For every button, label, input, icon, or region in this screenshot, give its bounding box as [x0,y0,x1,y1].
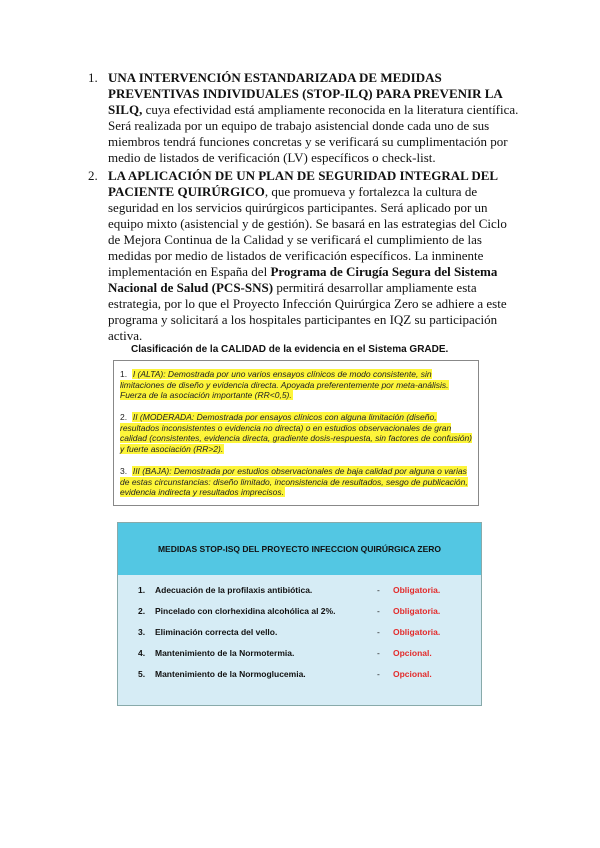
table-row [118,606,481,626]
row-status: Obligatoria. [393,627,441,637]
row-label: Eliminación correcta del vello. [155,627,278,637]
grade-text: II (MODERADA: Demostrada por ensayos clínicos con alguna limitación (diseño, resultados inconsistentes o evidencia no directa) o en estudios observacionales de gran calidad (consistentes, evidencia directa, gradiente dosis-respuesta, sin factores de confusión) y fuerte asociación (RR>2). [120,412,472,454]
row-status: Obligatoria. [393,606,441,616]
row-label: Mantenimiento de la Normoglucemia. [155,669,306,679]
grade-item-1 [120,369,472,401]
list-item-text: , que promueva y fortalezca la cultura de seguridad en los servicios quirúrgicos participantes. Será aplicado por un equipo mixto (asistencial y de gestión). Se basará en las estrategias del Ciclo de Mejora Continua de la Calidad y se verificará el cumplimiento de las medidas por medio de listados de verificación específicos. La inminente implementación en España del [108,184,507,279]
row-dash: - [377,627,380,637]
row-number: 3. [138,627,146,637]
row-status: Obligatoria. [393,585,441,595]
list-item-text: cuya efectividad está ampliamente reconocida en la literatura científica. Será realizada por un equipo de trabajo asistencial donde cada uno de sus miembros tendrá funciones concretas y se verificará su cumplimentación por medio de listados de verificación (LV) específicos o check-list. [108,102,519,165]
row-dash: - [377,585,380,595]
list-item-heading: UNA INTERVENCIÓN ESTANDARIZADA DE MEDIDAS PREVENTIVAS INDIVIDUALES (STOP-ILQ) PARA PREVENIR LA SILQ, [108,70,503,117]
list-item-text: permitirá desarrollar ampliamente esta estrategia, por lo que el Proyecto Infección Quirúrgica Zero se adhiere a este programa y solicitará a los hospitales participantes en IQZ su participación activa. [108,280,507,343]
stop-isq-table [117,522,482,706]
grade-text: III (BAJA): Demostrada por estudios observacionales de baja calidad por alguna o varias de estas circunstancias: diseño limitado, inconsistencia de resultados, sesgo de publicación, evidencia indirecta y resultados imprecisos. [120,466,468,497]
table-row [118,627,481,647]
row-number: 5. [138,669,146,679]
row-dash: - [377,648,380,658]
grade-item-2 [120,412,472,454]
row-dash: - [377,669,380,679]
row-number: 4. [138,648,146,658]
row-number: 1. [138,585,146,595]
list-item-2 [88,168,520,344]
table-row [118,648,481,668]
numbered-list [88,70,520,344]
row-dash: - [377,606,380,616]
list-number: 1. [88,70,98,85]
grade-figure-title: Clasificación de la CALIDAD de la evidencia en el Sistema GRADE. [131,344,449,355]
table-row [118,669,481,689]
row-label: Adecuación de la profilaxis antibiótica. [155,585,313,595]
grade-number: 3. [120,466,128,476]
grade-item-3 [120,466,472,498]
row-label: Mantenimiento de la Normotermia. [155,648,295,658]
row-status: Opcional. [393,669,432,679]
grade-evidence-box [113,360,479,506]
program-name: Programa de Cirugía Segura del Sistema Nacional de Salud (PCS-SNS) [108,264,498,295]
grade-number: 2. [120,412,128,422]
stop-isq-header: MEDIDAS STOP-ISQ DEL PROYECTO INFECCION QUIRÚRGICA ZERO [118,523,481,575]
row-number: 2. [138,606,146,616]
table-row [118,585,481,605]
list-item-heading: LA APLICACIÓN DE UN PLAN DE SEGURIDAD INTEGRAL DEL PACIENTE QUIRÚRGICO [108,168,498,199]
list-item-1 [88,70,520,166]
row-status: Opcional. [393,648,432,658]
grade-number: 1. [120,369,128,379]
row-label: Pincelado con clorhexidina alcohólica al 2%. [155,606,336,616]
list-number: 2. [88,168,98,183]
grade-text: I (ALTA): Demostrada por uno varios ensayos clínicos de modo consistente, sin limitaciones de diseño y evidencia directa. Apoyada preferentemente por meta-análisis. Fuerza de la asociación importante (RR<0,5). [120,369,449,400]
